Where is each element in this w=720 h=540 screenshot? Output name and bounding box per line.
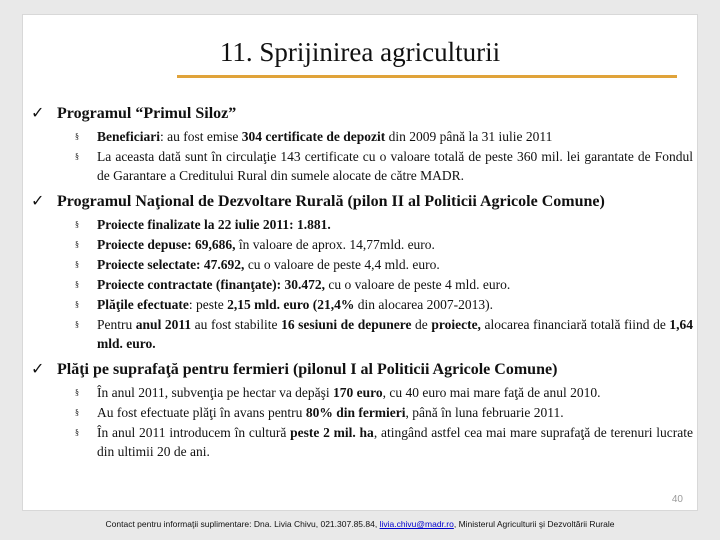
bullet-list [75,383,693,461]
text-segment: 16 sesiuni de depunere [281,317,412,332]
slide-content [31,97,693,462]
list-item [75,423,693,461]
list-item-text [97,235,435,254]
section-bullet-icon: § [75,152,79,161]
list-item [75,255,693,274]
section-bullet-icon: § [75,280,79,289]
text-segment: de [411,317,432,332]
text-segment: din alocarea 2007-2013). [354,297,494,312]
text-segment: , atingând astfel cea mai mare suprafaţă de terenuri lucrate din ultimii 20 de ani. [97,425,693,459]
list-item [75,275,693,294]
section-bullet-icon: § [75,300,79,309]
list-item-text [97,295,493,314]
list-item-text [97,147,693,185]
checkmark-icon: ✓ [31,193,45,210]
section-bullet-icon: § [75,320,79,329]
list-item-text [97,315,693,353]
section-heading [31,191,693,211]
section-heading-text: Programul “Primul Siloz” [57,105,237,122]
title-underline [177,75,677,78]
list-item-text [97,255,440,274]
text-segment: : peste [188,297,228,312]
checkmark-icon: ✓ [31,105,45,122]
checkmark-icon: ✓ [31,361,45,378]
list-item-text [97,215,331,234]
text-segment: din 2009 până la 31 iulie 2011 [385,129,553,144]
section-heading [31,359,693,379]
section-bullet-icon: § [75,260,79,269]
section-bullet-icon: § [75,428,79,437]
list-item [75,315,693,353]
slide-title: 11. Sprijinirea agriculturii [219,37,501,67]
section-bullet-icon: § [75,132,79,141]
text-segment: La aceasta dată sunt în circulaţie 143 certificate cu o valoare totală de peste 360 mil. lei garantate de Fondul de Garantare a Creditului Rural din sumele alocate de către MADR. [97,149,693,183]
text-segment: , până în luna februarie 2011. [405,405,564,420]
text-segment: În anul 2011, subvenţia pe hectar va depăşi [97,385,334,400]
list-item-text [97,127,552,146]
footer-text-prefix: Contact pentru informaţii suplimentare: Dna. Livia Chivu, 021.307.85.84, [105,519,380,529]
section-bullet-icon: § [75,240,79,249]
text-segment: Proiecte contractate (finanţate): 30.472, [97,277,326,292]
text-segment: au fost stabilite [191,317,282,332]
text-segment: Proiecte selectate: 47.692, [97,257,245,272]
text-segment: Beneficiari [97,129,160,144]
list-item [75,403,693,422]
text-segment: Pentru [97,317,136,332]
list-item-text [97,423,693,461]
text-segment: 1,64 mld. euro. [97,317,693,351]
list-item-text [97,275,510,294]
text-segment: Proiecte finalizate la 22 iulie 2011: 1.881. [97,217,331,232]
text-segment: 80% din fermieri [305,405,406,420]
list-item-text [97,403,564,422]
text-segment: : au fost emise [159,129,242,144]
text-segment: Proiecte depuse: 69,686, [97,237,236,252]
list-item [75,383,693,402]
section-heading-text: Programul Naţional de Dezvoltare Rurală (pilon II al Politicii Agricole Comune) [57,193,605,210]
text-segment: Au fost efectuate plăţi în avans pentru [97,405,306,420]
text-segment: alocarea financiară totală fiind de [480,317,670,332]
list-item-text [97,383,600,402]
list-item [75,127,693,146]
list-item [75,147,693,185]
list-item [75,235,693,254]
text-segment: , cu 40 euro mai mare faţă de anul 2010. [382,385,601,400]
slide [22,14,698,511]
text-segment: În anul 2011 introducem în cultură [97,425,291,440]
text-segment: Plăţile efectuate [97,297,189,312]
text-segment: 170 euro [333,385,383,400]
text-segment: cu o valoare de peste 4 mld. euro. [325,277,511,292]
footer-contact [0,519,720,529]
section-bullet-icon: § [75,408,79,417]
page-number: 40 [671,494,683,505]
text-segment: proiecte, [431,317,481,332]
text-segment: peste 2 mil. ha [290,425,374,440]
bullet-list [75,127,693,185]
bullet-list [75,215,693,353]
text-segment: în valoare de aprox. 14,77mld. euro. [235,237,435,252]
text-segment: cu o valoare de peste 4,4 mld. euro. [244,257,440,272]
list-item [75,295,693,314]
footer-email-link[interactable]: livia.chivu@madr.ro [379,519,454,529]
section-bullet-icon: § [75,388,79,397]
text-segment: 2,15 mld. euro (21,4% [227,297,355,312]
list-item [75,215,693,234]
footer-text-suffix: , Ministerul Agriculturii şi Dezvoltării Rurale [453,519,615,529]
section-heading-text: Plăţi pe suprafaţă pentru fermieri (pilonul I al Politicii Agricole Comune) [57,361,558,378]
section-heading [31,103,693,123]
text-segment: 304 certificate de depozit [241,129,386,144]
text-segment: anul 2011 [135,317,192,332]
section-bullet-icon: § [75,220,79,229]
